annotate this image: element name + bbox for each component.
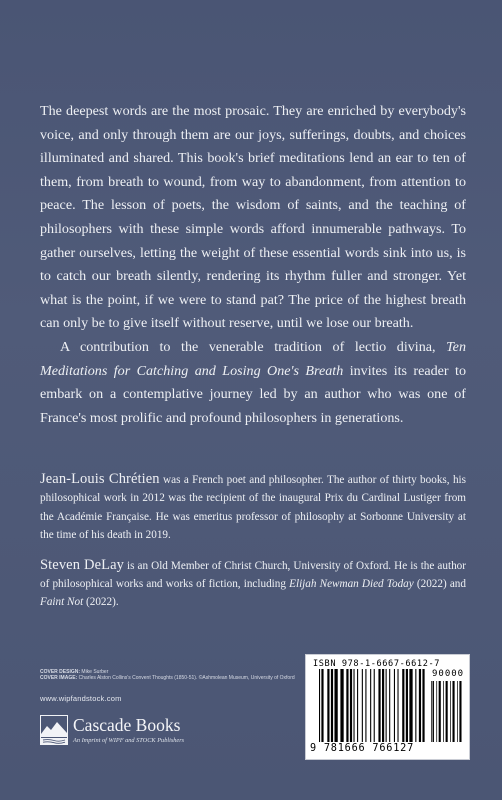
cover-image-credit	[40, 675, 310, 681]
barcode-bar	[394, 669, 395, 742]
barcode-bar	[419, 669, 421, 742]
barcode-bar	[452, 681, 454, 742]
barcode-bar	[450, 681, 451, 742]
barcode-bar	[357, 669, 358, 742]
cover-blurb	[40, 100, 466, 430]
author-bio	[40, 470, 466, 545]
barcode-bar	[459, 681, 461, 742]
barcode-bar	[446, 681, 448, 742]
barcode-bar	[321, 669, 323, 742]
barcode-bar	[350, 669, 352, 742]
blurb-p2-intro: A contribution to the venerable tradition of lectio divina,	[60, 338, 447, 355]
publisher-website: www.wipfandstock.com	[40, 694, 122, 703]
barcode-bar	[386, 669, 387, 742]
barcode-bar	[331, 669, 333, 742]
translator-bio-end: (2022).	[83, 596, 119, 609]
blurb-paragraph-1: The deepest words are the most prosaic. They are enriched by everybody's voice, and only through them are our joys, sufferings, doubts, and choices illuminated and shared. This book's brief meditations lend an ear to ten of them, from breath to wound, from way to abandonment, from attention to peace. The lesson of poets, the wisdom of saints, and the teaching of philosophers with these simple words afford innumerable pathways. To gather ourselves, letting the weight of these essential words sink into us, is to catch our breath silently, rendering its rhythm fuller and stronger. Yet what is the point, if we were to stand pat? The price of the highest breath can only be to give itself without reserve, until we lose our breath.	[40, 103, 466, 332]
barcode-bar	[406, 669, 408, 742]
barcode-bar	[457, 681, 458, 742]
translator-book-2: Faint Not	[40, 596, 84, 609]
translator-name: Steven DeLay	[40, 556, 124, 573]
ean-digits: 9 781666 766127	[310, 743, 415, 754]
barcode-bar	[397, 669, 398, 742]
barcode-bar	[346, 669, 348, 742]
barcode-bar	[433, 681, 434, 742]
barcode-bar	[362, 669, 363, 742]
barcode-bar	[334, 669, 337, 742]
publisher-imprint: An Imprint of WIPF and STOCK Publishers	[73, 737, 185, 744]
blurb-paragraph-2	[40, 336, 466, 430]
barcode-bar	[402, 669, 404, 742]
cover-image-value: Charles Alston Collins's Convent Thoughts (1850-51). ©Ashmolean Museum, University of Oxford	[77, 675, 295, 681]
barcode-bar	[422, 669, 424, 742]
barcode-bar	[436, 681, 437, 742]
publisher-name: Cascade Books	[73, 715, 181, 735]
barcode-bar	[374, 669, 375, 742]
contributor-bios	[40, 470, 466, 623]
isbn-number: ISBN 978-1-6667-6612-7	[313, 659, 441, 669]
isbn-barcode	[305, 654, 470, 760]
translator-bio-text: is an Old Member of Christ Church, University of Oxford. He is the author of philosophical works and works of fiction, including	[40, 559, 466, 591]
barcode-bar	[409, 669, 412, 742]
barcode-bar	[443, 681, 444, 742]
price-addon-code: 90000	[432, 669, 465, 679]
publisher-block	[40, 714, 240, 754]
cover-credits	[40, 669, 310, 681]
cover-design-label: COVER DESIGN:	[40, 669, 81, 675]
book-title: Ten Meditations for Catching and Losing One's Breath	[40, 338, 466, 379]
barcode-bar	[382, 669, 384, 742]
cover-design-value: Mike Surber	[80, 669, 109, 675]
barcode-bar	[389, 669, 390, 742]
ean-barcode-bars	[319, 669, 426, 742]
barcode-bar	[327, 669, 329, 742]
translator-bio-mid: (2022) and	[413, 578, 466, 591]
barcode-bar	[353, 669, 354, 742]
barcode-bar	[415, 669, 416, 742]
translator-bio	[40, 556, 466, 612]
cover-image-label: COVER IMAGE:	[40, 675, 78, 681]
barcode-bar	[378, 669, 380, 742]
barcode-bar	[365, 669, 366, 742]
author-bio-text: was a French poet and philosopher. The author of thirty books, his philosophical work in 2012 was the recipient of the inaugural Prix du Cardinal Lustiger from the Académie Française. He was emeritus professor of philosophy at Sorbonne University at the time of his death in 2019.	[40, 474, 467, 542]
author-name: Jean-Louis Chrétien	[40, 471, 160, 487]
barcode-bar	[319, 669, 320, 742]
barcode-bar	[431, 681, 432, 742]
mountain-landscape-icon	[40, 715, 68, 745]
addon-barcode-bars	[431, 681, 464, 742]
translator-book-1: Elijah Newman Died Today	[289, 578, 414, 591]
barcode-bar	[439, 681, 441, 742]
barcode-bar	[370, 669, 371, 742]
blurb-p2-end: invites its reader to embark on a contemplative journey led by an author who was one of France's most prolific and profound philosophers in generations.	[40, 362, 466, 426]
barcode-bar	[340, 669, 343, 742]
